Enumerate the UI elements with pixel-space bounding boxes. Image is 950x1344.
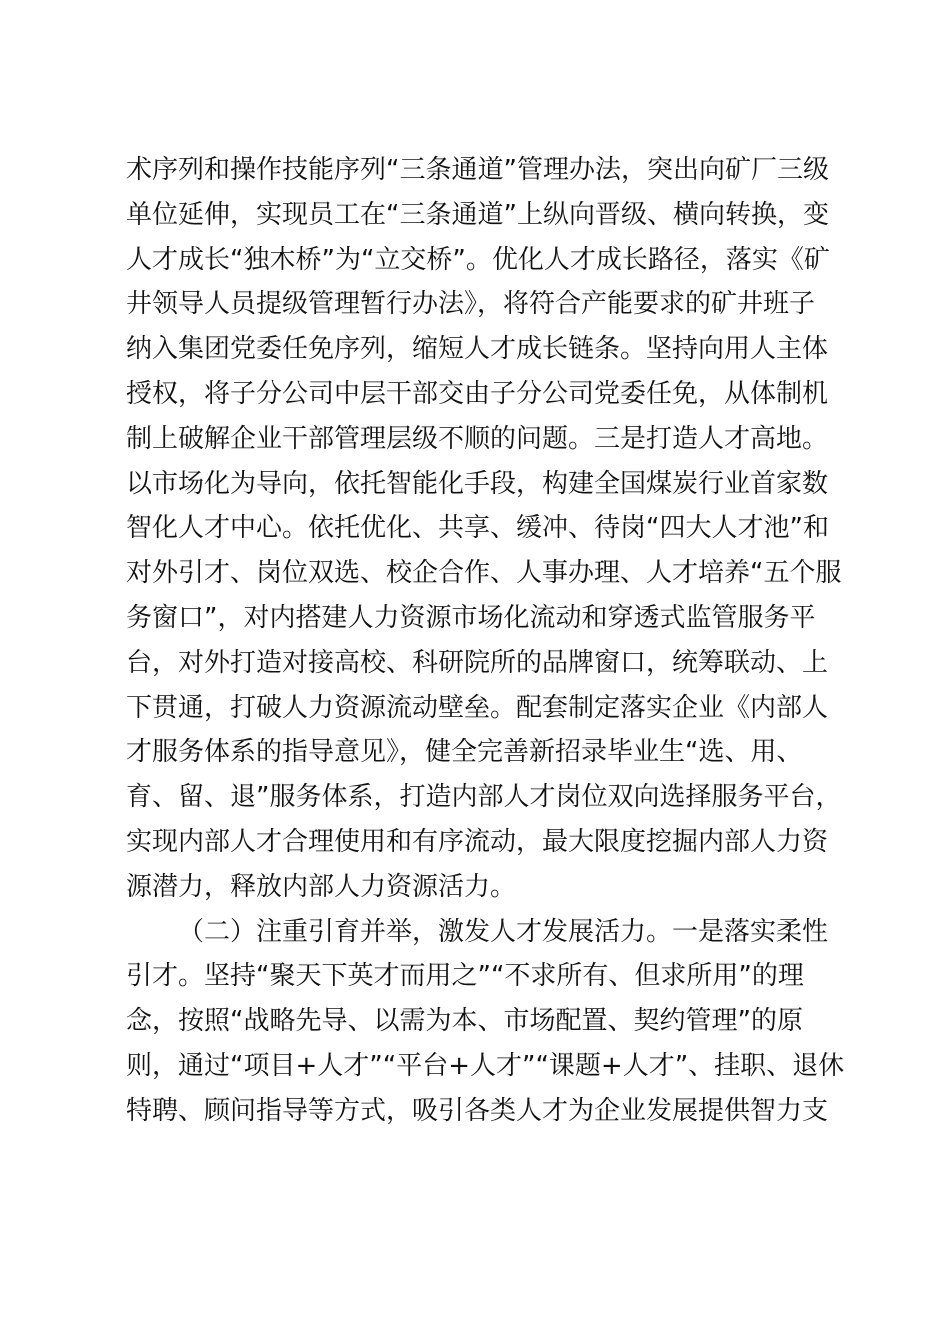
text-line: 念，按照“战略先导、以需为本、市场配置、契约管理”的原 [126,1006,803,1037]
text-line: 人才成长“独木桥”为“立交桥”。优化人才成长路径，落实《矿 [126,244,830,275]
text-line: 特聘、顾问指导等方式，吸引各类人才为企业发展提供智力支 [126,1095,829,1126]
text-line: 育、留、退”服务体系，打造内部人才岗位双向选择服务平台， [126,782,842,813]
text-line: 授权，将子分公司中层干部交由子分公司党委任免，从体制机 [126,378,829,409]
text-line: 则，通过“项目+人才”“平台+人才”“课题+人才”、挂职、退休 [126,1050,845,1081]
text-line: 才服务体系的指导意见》，健全完善新招录毕业生“选、用、 [126,737,803,768]
text-line: 源潜力，释放内部人力资源活力。 [126,871,517,902]
text-line: 实现内部人才合理使用和有序流动，最大限度挖掘内部人力资 [126,826,829,857]
paragraph-heading-line: （二）注重引育并举，激发人才发展活力。一是落实柔性 [178,916,829,947]
text-line: 单位延伸，实现员工在“三条通道”上纵向晋级、横向转换，变 [126,199,829,230]
text-line: 下贯通，打破人力资源流动壁垒。配套制定落实企业《内部人 [126,692,829,723]
body-text [126,148,846,1134]
text-line: 制上破解企业干部管理层级不顺的问题。三是打造人才高地。 [126,423,829,454]
text-line: 台，对外打造对接高校、科研院所的品牌窗口，统筹联动、上 [126,647,829,678]
text-line: 智化人才中心。依托优化、共享、缓冲、待岗“四大人才池”和 [126,513,829,544]
text-line: 对外引才、岗位双选、校企合作、人事办理、人才培养“五个服 [126,558,842,589]
text-line: 引才。坚持“聚天下英才而用之”“不求所有、但求所用”的理 [126,961,804,992]
text-line: 术序列和操作技能序列“三条通道”管理办法，突出向矿厂三级 [126,155,829,185]
text-line: 纳入集团党委任免序列，缩短人才成长链条。坚持向用人主体 [126,334,829,365]
text-line: 务窗口”，对内搭建人力资源市场化流动和穿透式监管服务平 [126,602,816,633]
text-line: 井领导人员提级管理暂行办法》，将符合产能要求的矿井班子 [126,289,816,320]
text-line: 以市场化为导向，依托智能化手段，构建全国煤炭行业首家数 [126,468,829,499]
